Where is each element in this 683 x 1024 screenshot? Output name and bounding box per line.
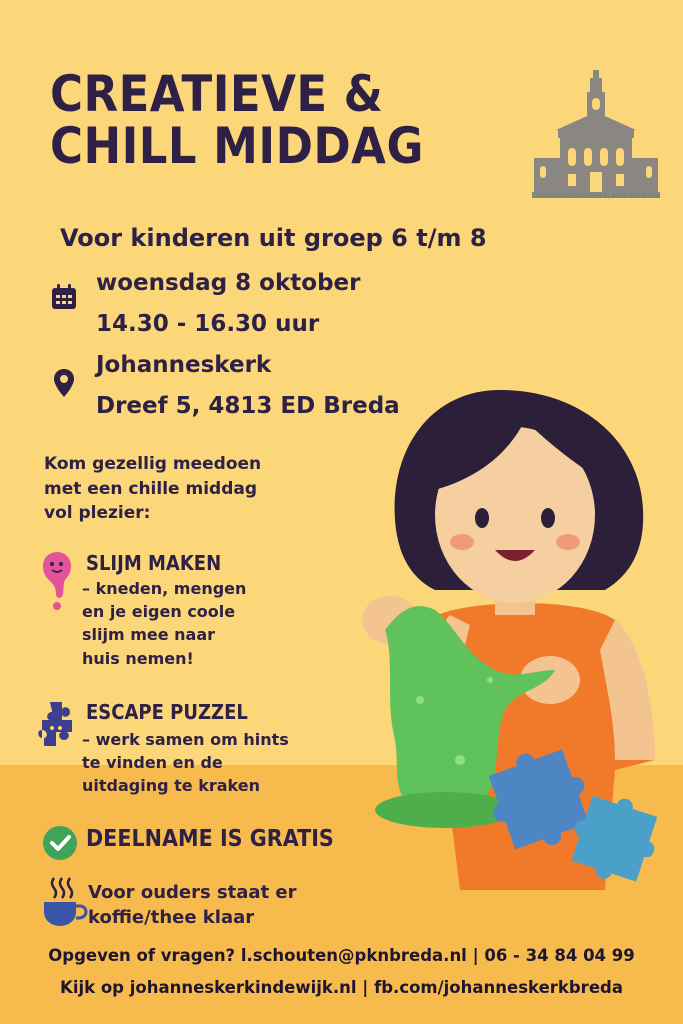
- contact-line-1: Opgeven of vragen? l.schouten@pknbreda.nl | 06 - 34 84 04 99: [48, 946, 635, 965]
- activity-2-title: ESCAPE PUZZEL: [86, 700, 248, 724]
- coffee-cup-icon: [40, 876, 88, 928]
- activity-1-description: [82, 577, 246, 670]
- church-icon: [532, 68, 660, 204]
- slime-icon: [40, 550, 74, 612]
- free-participation: DEELNAME IS GRATIS: [86, 826, 334, 852]
- location-address: Dreef 5, 4813 ED Breda: [96, 393, 400, 419]
- poster-title: [50, 65, 424, 175]
- intro-line-3: vol plezier:: [44, 503, 151, 524]
- subtitle: Voor kinderen uit groep 6 t/m 8: [60, 224, 487, 252]
- girl-illustration: [350, 380, 683, 900]
- event-time: 14.30 - 16.30 uur: [96, 311, 320, 337]
- event-date: woensdag 8 oktober: [96, 270, 361, 296]
- activity-1-line-2: en je eigen coole: [82, 602, 236, 622]
- intro-line-1: Kom gezellig meedoen: [44, 454, 262, 474]
- puzzle-piece-icon: [38, 700, 74, 754]
- church-caption: Johanneskerk - Dreef 5, 4813 ED Breda: [534, 193, 660, 200]
- parents-line-1: Voor ouders staat er: [88, 882, 297, 903]
- activity-2-line-1: – werk samen om hints: [82, 730, 289, 749]
- parents-line-2: koffie/thee klaar: [88, 907, 255, 929]
- title-line-1: CREATIEVE &: [50, 65, 384, 123]
- activity-2-description: [82, 728, 289, 798]
- intro-text: [44, 452, 304, 526]
- contact-line-2: Kijk op johanneskerkindewijk.nl | fb.com/johanneskerkbreda: [60, 978, 623, 997]
- checkmark-circle-icon: [42, 825, 78, 861]
- calendar-icon: [50, 283, 78, 311]
- location-name: Johanneskerk: [96, 352, 272, 378]
- title-line-2: CHILL MIDDAG: [50, 117, 424, 175]
- activity-1-line-3: slijm mee naar: [82, 625, 216, 645]
- activity-1-line-4: huis nemen!: [82, 648, 194, 668]
- intro-line-2: met een chille middag: [44, 478, 257, 499]
- parents-note: [88, 880, 297, 930]
- activity-2-line-3: uitdaging te kraken: [82, 776, 260, 796]
- activity-1-line-1: – kneden, mengen: [82, 579, 247, 598]
- activity-1-title: SLIJM MAKEN: [86, 551, 222, 575]
- activity-2-line-2: te vinden en de: [82, 753, 223, 773]
- location-pin-icon: [52, 368, 76, 398]
